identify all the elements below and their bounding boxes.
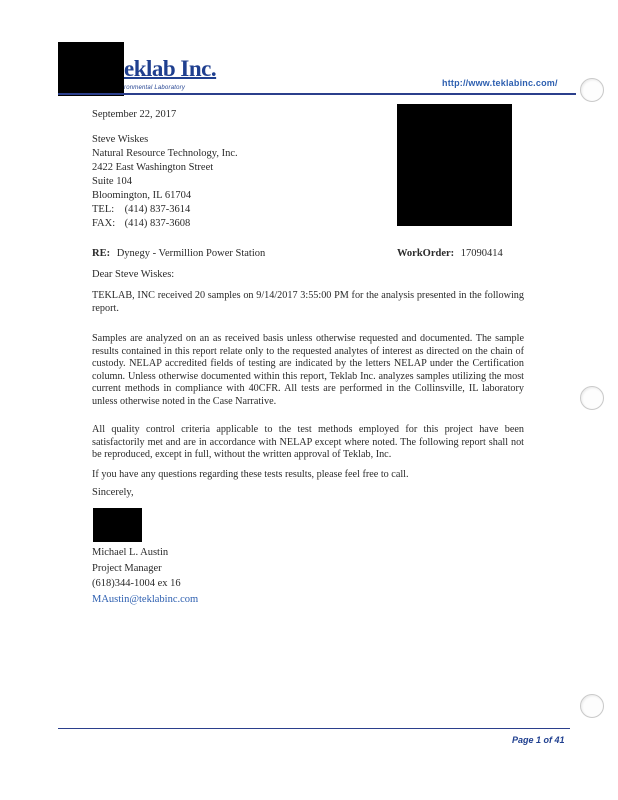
signer-phone: (618)344-1004 ex 16 bbox=[92, 578, 181, 589]
page-number: Page 1 of 41 bbox=[512, 735, 565, 745]
workorder-label: WorkOrder: bbox=[397, 248, 455, 259]
company-logo-subtitle: ronmental Laboratory bbox=[124, 85, 186, 91]
workorder-value: 17090414 bbox=[460, 248, 503, 259]
fax-label: FAX: bbox=[92, 218, 116, 229]
recipient-city: Bloomington, IL 61704 bbox=[92, 190, 192, 201]
signer-block bbox=[92, 545, 198, 607]
redacted-logo-block bbox=[58, 42, 124, 96]
re-label: RE: bbox=[92, 248, 111, 259]
binder-hole-middle bbox=[580, 386, 604, 410]
recipient-company: Natural Resource Technology, Inc. bbox=[92, 148, 238, 159]
redacted-image-block bbox=[397, 104, 512, 226]
header-rule bbox=[58, 93, 576, 95]
signer-title: Project Manager bbox=[92, 562, 162, 574]
paragraph-analysis: Samples are analyzed on an as received basis unless otherwise requested and documented. The sample results contained in this report relate only to the requested analytes of interest as directed on the chain of custody. NELAP accredited fields of testing are indicated by the letters NELAP under the Certification column. Unless otherwise documented within this report, Teklab Inc. analyzes samples utilizing the most current methods in compliance with 40CFR. All tests are performed in the Collinsville, IL laboratory unless otherwise noted in the Case Narrative. bbox=[92, 333, 524, 407]
redacted-signature bbox=[93, 508, 142, 542]
recipient-suite: Suite 104 bbox=[92, 176, 132, 187]
workorder-line bbox=[397, 247, 503, 261]
recipient-fax-line bbox=[92, 217, 392, 231]
tel-value: (414) 837-3614 bbox=[124, 204, 191, 215]
paragraph-received: TEKLAB, INC received 20 samples on 9/14/2017 3:55:00 PM for the analysis presented in the following report. bbox=[92, 290, 524, 314]
recipient-address bbox=[92, 133, 392, 231]
tel-label: TEL: bbox=[92, 204, 115, 215]
re-line bbox=[92, 247, 265, 261]
recipient-tel-line bbox=[92, 203, 392, 217]
binder-hole-top bbox=[580, 78, 604, 102]
signer-name: Michael L. Austin bbox=[92, 547, 169, 558]
binder-hole-bottom bbox=[580, 694, 604, 718]
closing: Sincerely, bbox=[92, 487, 134, 498]
fax-value: (414) 837-3608 bbox=[124, 218, 191, 229]
recipient-street: 2422 East Washington Street bbox=[92, 162, 214, 173]
paragraph-questions: If you have any questions regarding these tests results, please feel free to call. bbox=[92, 469, 409, 480]
company-website-link[interactable]: http://www.teklabinc.com/ bbox=[442, 78, 558, 88]
salutation: Dear Steve Wiskes: bbox=[92, 269, 175, 280]
re-value: Dynegy - Vermillion Power Station bbox=[116, 248, 266, 259]
company-logo-text: eklab Inc. bbox=[124, 56, 217, 81]
signer-email-link[interactable]: MAustin@teklabinc.com bbox=[92, 593, 199, 605]
recipient-name: Steve Wiskes bbox=[92, 134, 149, 145]
footer-rule bbox=[58, 728, 570, 729]
paragraph-quality: All quality control criteria applicable to the test methods employed for this project have been satisfactorily met and are in accordance with NELAP except where noted. The following report shall not be reproduced, except in full, without the written approval of Teklab, Inc. bbox=[92, 424, 524, 461]
letter-date: September 22, 2017 bbox=[92, 109, 177, 120]
